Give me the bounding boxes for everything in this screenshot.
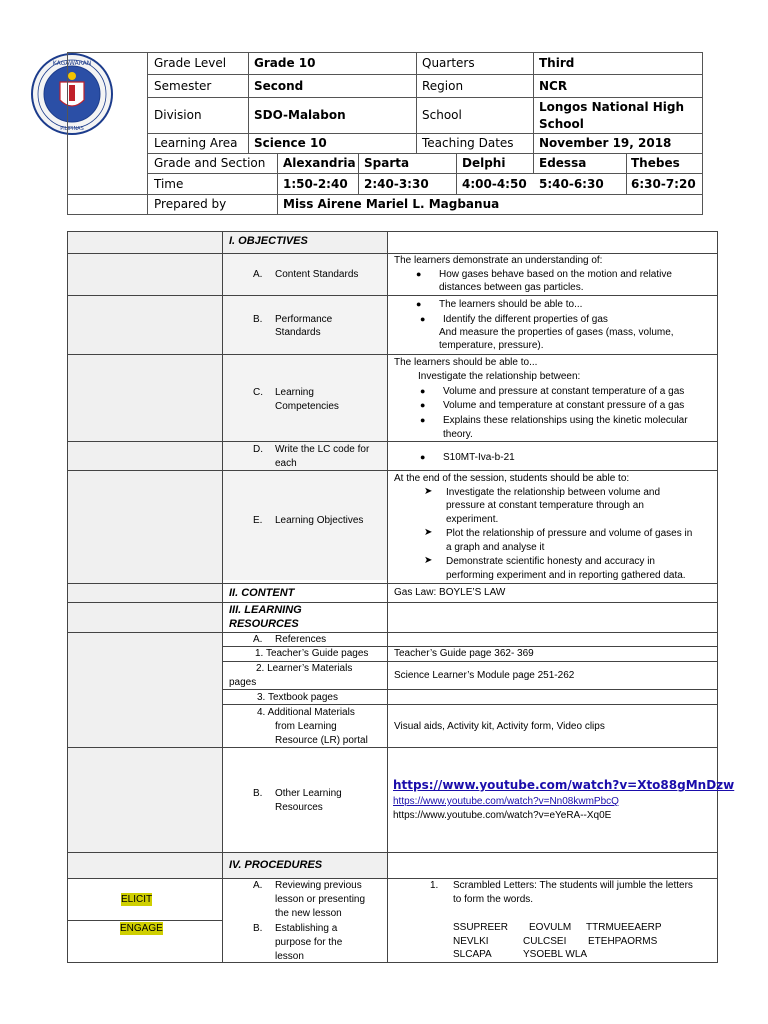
learning-area-value: Science 10 [254, 136, 327, 150]
scrambled-word: EOVULM [529, 922, 572, 933]
scrambled-word: SLCAPA [453, 949, 492, 960]
scrambled-word: TTRMUEEAERP [586, 922, 662, 933]
review-lesson-label: Reviewing previous [275, 880, 362, 891]
video-link[interactable]: https://www.youtube.com/watch?v=Xto88gMnDzw [393, 778, 735, 792]
time-cell: 1:50-2:40 [283, 177, 348, 191]
learners-materials-value: Science Learner’s Module page 251-262 [394, 670, 575, 681]
bullet-icon: ● [416, 299, 422, 309]
scrambled-word: NEVLKI [453, 936, 489, 947]
purpose-label: purpose for the [275, 937, 343, 948]
section-cell: Alexandria [283, 156, 356, 170]
other-resources-label: Resources [275, 802, 323, 813]
resources-heading: RESOURCES [229, 618, 299, 630]
row-letter: E. [253, 515, 263, 526]
learning-objectives-label: Learning Objectives [275, 515, 364, 526]
learning-objectives-intro: At the end of the session, students should be able to: [394, 473, 630, 484]
semester-label: Semester [154, 79, 212, 93]
performance-item: Identify the different properties of gas [443, 314, 608, 325]
teachers-guide-label: 1. Teacher’s Guide pages [255, 648, 369, 659]
scrambled-word: YSOEBL WLA [523, 949, 588, 960]
video-link[interactable]: https://www.youtube.com/watch?v=Nn08kwmPbcQ [393, 796, 619, 807]
scrambled-word: SSUPREER [453, 922, 509, 933]
grade-level-label: Grade Level [154, 56, 227, 70]
prepared-by-label: Prepared by [154, 197, 227, 211]
semester-value: Second [254, 79, 304, 93]
teachers-guide-value: Teacher’s Guide page 362- 369 [394, 648, 534, 659]
performance-standards-label: Standards [275, 327, 321, 338]
section-cell: Edessa [539, 156, 587, 170]
procedures-heading: IV. PROCEDURES [229, 859, 323, 871]
objective-item: a graph and analyse it [446, 542, 545, 553]
procedure-item-number: 1. [430, 880, 439, 891]
content-standards-intro: The learners demonstrate an understanding of: [394, 255, 603, 266]
arrow-bullet-icon: ➤ [424, 527, 433, 538]
procedure-item-text: Scrambled Letters: The students will jumble the letters [453, 880, 693, 891]
quarters-value: Third [539, 56, 575, 70]
time-cell: 5:40-6:30 [539, 177, 604, 191]
elicit-badge: ELICIT [121, 894, 153, 905]
competency-item: Volume and temperature at constant pressure of a gas [443, 400, 685, 411]
row-letter: A. [253, 880, 263, 891]
bullet-icon: ● [420, 452, 426, 462]
bullet-icon: ● [416, 269, 422, 279]
competencies-intro: The learners should be able to... [394, 357, 538, 368]
svg-text:KAGAWARAN: KAGAWARAN [52, 60, 92, 67]
objective-item: Plot the relationship of pressure and volume of gases in [446, 528, 693, 539]
engage-badge: ENGAGE [120, 923, 163, 934]
content-standards-item: distances between gas particles. [439, 282, 584, 293]
school-value-line-1: Longos National High [539, 100, 685, 114]
performance-item: And measure the properties of gases (mass, volume, [439, 327, 674, 338]
objective-item: Investigate the relationship between volume and [446, 487, 661, 498]
references-label: References [275, 634, 327, 645]
competencies-intro: Investigate the relationship between: [418, 371, 581, 382]
additional-materials-value: Visual aids, Activity kit, Activity form, Video clips [394, 721, 605, 732]
time-cell: 6:30-7:20 [631, 177, 696, 191]
row-letter: A. [253, 634, 263, 645]
learners-materials-label: pages [229, 677, 257, 688]
row-letter: B. [253, 788, 263, 799]
objective-item: performing experiment and in reporting gathered data. [446, 570, 686, 581]
learning-competencies-label: Learning [275, 387, 314, 398]
review-lesson-label: lesson or presenting [275, 894, 366, 905]
bullet-icon: ● [420, 386, 426, 396]
quarters-label: Quarters [422, 56, 475, 70]
other-resources-label: Other Learning [275, 788, 342, 799]
row-letter: C. [253, 387, 263, 398]
section-cell: Delphi [462, 156, 506, 170]
scrambled-word: CULCSEI [523, 936, 567, 947]
row-letter: A. [253, 269, 263, 280]
bullet-icon: ● [420, 314, 426, 324]
lc-code-value: S10MT-Iva-b-21 [443, 452, 515, 463]
content-heading: II. CONTENT [229, 587, 295, 599]
region-value: NCR [539, 79, 568, 93]
performance-item: The learners should be able to... [439, 299, 583, 310]
content-value: Gas Law: BOYLE’S LAW [394, 587, 506, 598]
division-value: SDO-Malabon [254, 108, 346, 122]
row-letter: D. [253, 444, 263, 455]
prepared-by-value: Miss Airene Mariel L. Magbanua [283, 197, 500, 211]
region-label: Region [422, 79, 464, 93]
competency-item: theory. [443, 429, 473, 440]
teaching-dates-label: Teaching Dates [422, 136, 514, 150]
school-label: School [422, 108, 462, 122]
bullet-icon: ● [420, 400, 426, 410]
grade-section-label: Grade and Section [154, 156, 266, 170]
time-label: Time [154, 177, 184, 191]
lc-code-label: Write the LC code for [275, 444, 370, 455]
scrambled-word: ETEHPAORMS [588, 936, 658, 947]
learning-area-label: Learning Area [154, 136, 238, 150]
school-value-line-2: School [539, 117, 584, 131]
learning-competencies-label: Competencies [275, 401, 339, 412]
performance-item: temperature, pressure). [439, 340, 544, 351]
purpose-label: Establishing a [275, 923, 338, 934]
objectives-heading: I. OBJECTIVES [229, 235, 308, 247]
time-cell: 2:40-3:30 [364, 177, 429, 191]
division-label: Division [154, 108, 202, 122]
content-standards-label: Content Standards [275, 269, 359, 280]
objective-item: pressure at constant temperature through an [446, 500, 644, 511]
resources-heading: III. LEARNING [229, 604, 302, 616]
lc-code-label: each [275, 458, 297, 469]
left-column-shade [67, 231, 222, 963]
textbook-pages-label: 3. Textbook pages [257, 692, 338, 703]
section-cell: Thebes [631, 156, 680, 170]
review-lesson-label: the new lesson [275, 908, 342, 919]
row-letter: B. [253, 314, 263, 325]
bullet-icon: ● [420, 415, 426, 425]
additional-materials-label: Resource (LR) portal [275, 735, 368, 746]
learners-materials-label: 2. Learner’s Materials [256, 663, 353, 674]
grade-level-value: Grade 10 [254, 56, 316, 70]
arrow-bullet-icon: ➤ [424, 486, 433, 497]
competency-item: Explains these relationships using the kinetic molecular [443, 415, 688, 426]
performance-standards-label: Performance [275, 314, 333, 325]
additional-materials-label: from Learning [275, 721, 337, 732]
teaching-dates-value: November 19, 2018 [539, 136, 672, 150]
competency-item: Volume and pressure at constant temperature of a gas [443, 386, 685, 397]
additional-materials-label: 4. Additional Materials [257, 707, 355, 718]
content-standards-item: How gases behave based on the motion and relative [439, 269, 672, 280]
objective-item: Demonstrate scientific honesty and accuracy in [446, 556, 655, 567]
objective-item: experiment. [446, 514, 499, 525]
svg-text:PILIPINAS: PILIPINAS [60, 126, 84, 132]
video-link-text: https://www.youtube.com/watch?v=eYeRA--Xq0E [393, 810, 612, 821]
purpose-label: lesson [275, 951, 304, 962]
time-cell: 4:00-4:50 [462, 177, 527, 191]
label-shade [222, 253, 387, 580]
section-cell: Sparta [364, 156, 410, 170]
row-letter: B. [253, 923, 263, 934]
arrow-bullet-icon: ➤ [424, 555, 433, 566]
procedure-item-text: to form the words. [453, 894, 534, 905]
